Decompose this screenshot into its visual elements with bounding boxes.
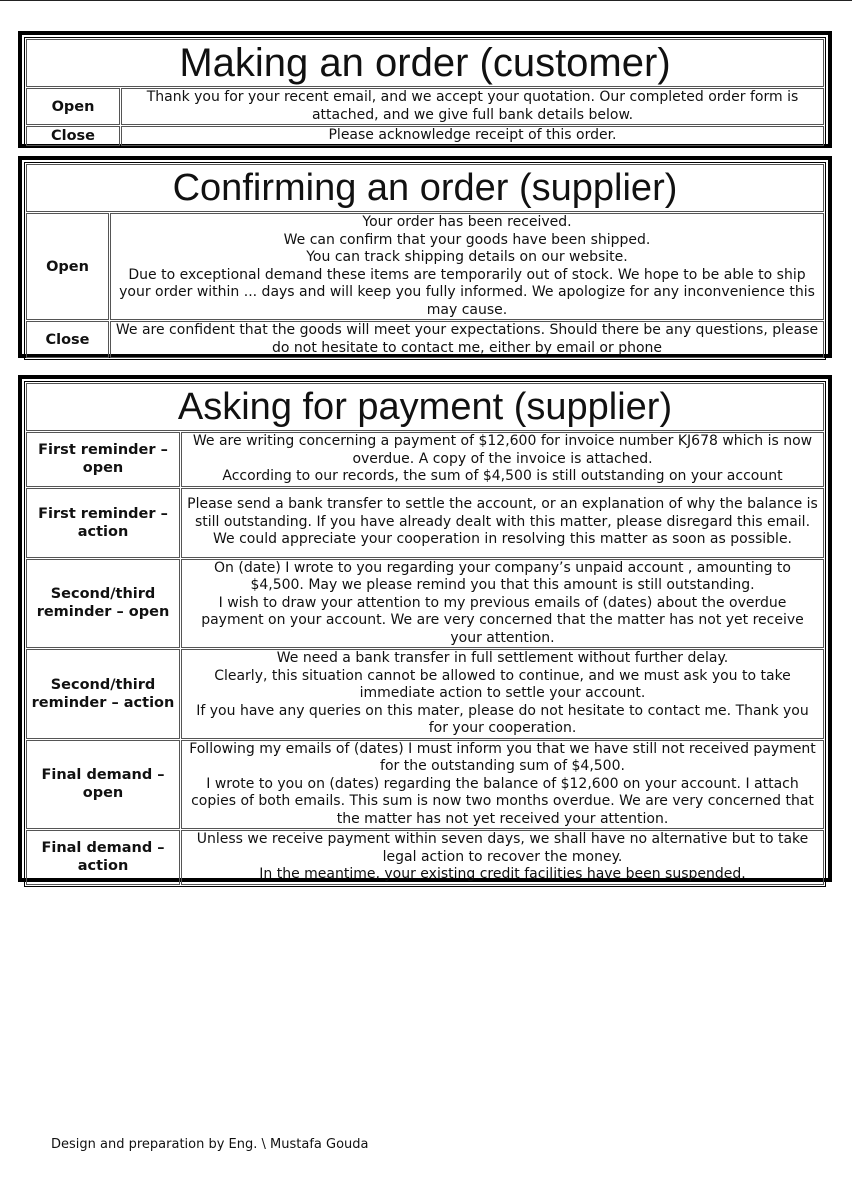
making-order-table [24,37,826,148]
text-line: Your order has been received. [362,214,572,230]
table-row [26,88,824,125]
text-line: We are writing concerning a payment of $12,600 for invoice number KJ678 which is now overdue. A copy of the invoice is attached. [192,433,813,467]
row-label: First reminder – action [26,488,180,558]
row-label: First reminder – open [26,432,180,487]
row-label: Second/third reminder – open [26,559,180,649]
row-label: Close [26,126,120,146]
row-text [110,321,824,358]
table-row [26,213,824,320]
row-label: Open [26,88,120,125]
table-row [26,740,824,830]
table-row [26,559,824,649]
section-confirming-order [18,156,832,358]
table-row [26,432,824,487]
row-label: Final demand – open [26,740,180,830]
table-row [26,649,824,739]
row-text [181,740,824,830]
text-line: Please send a bank transfer to settle the account, or an explanation of why the balance is still outstanding. If you have already dealt with this matter, please disregard this email. [187,496,818,530]
text-line: Please acknowledge receipt of this order. [328,127,617,144]
text-line: If you have any queries on this mater, please do not hesitate to contact me. Thank you for your cooperation. [196,702,809,736]
row-text [181,830,824,885]
table-row [26,488,824,558]
text-line: Thank you for your recent email, and we accept your quotation. Our completed order form is attached, and we give full bank details below. [146,89,799,123]
row-text [110,213,824,320]
table-row [26,126,824,146]
row-text [121,126,824,146]
text-line: Unless we receive payment within seven days, we shall have no alternative but to take legal action to recover the money. [196,831,809,865]
row-text [121,88,824,125]
text-line: We are confident that the goods will meet your expectations. Should there be any questions, please do not hesitate to contact me, either by email or phone [115,322,819,356]
top-rule [0,0,852,1]
text-line: I wish to draw your attention to my previous emails of (dates) about the overdue payment on your account. We are very concerned that the matter has not yet receive your attention. [201,594,804,646]
section-title: Confirming an order (supplier) [26,164,824,212]
text-line: You can track shipping details on our website. [306,249,628,265]
section-title: Making an order (customer) [26,39,824,87]
row-text [181,488,824,558]
row-label: Final demand – action [26,830,180,885]
asking-payment-table [24,381,826,887]
text-line: Following my emails of (dates) I must inform you that we have still not received payment for the outstanding sum of $4,500. [189,740,816,774]
row-label: Close [26,321,109,358]
row-text [181,432,824,487]
text-line: In the meantime, your existing credit facilities have been suspended. [259,866,746,882]
row-label: Second/third reminder – action [26,649,180,739]
footer-credit: Design and preparation by Eng. \ Mustafa Gouda [51,1137,369,1152]
row-text [181,559,824,649]
text-line: On (date) I wrote to you regarding your company’s unpaid account , amounting to $4,500. May we please remind you that this amount is still outstanding. [214,559,791,593]
row-text [181,649,824,739]
text-line: We could appreciate your cooperation in resolving this matter as soon as possible. [212,531,793,548]
section-making-order [18,31,832,148]
section-asking-payment [18,375,832,882]
table-row [26,830,824,885]
text-line: According to our records, the sum of $4,500 is still outstanding on your account [222,468,783,484]
text-line: Due to exceptional demand these items are temporarily out of stock. We hope to be able to ship your order within ... days and will keep you fully informed. We apologize for any inconvenience this may cause. [119,266,815,318]
section-title: Asking for payment (supplier) [26,383,824,431]
table-row [26,321,824,358]
confirming-order-table [24,162,826,360]
text-line: Clearly, this situation cannot be allowed to continue, and we must ask you to take immediate action to settle your account. [214,667,791,701]
row-label: Open [26,213,109,320]
text-line: We can confirm that your goods have been shipped. [283,231,651,248]
text-line: I wrote to you on (dates) regarding the balance of $12,600 on your account. I attach copies of both emails. This sum is now two months overdue. We are very concerned that the matter has not yet received your attention. [191,775,814,827]
text-line: We need a bank transfer in full settlement without further delay. [276,650,729,666]
